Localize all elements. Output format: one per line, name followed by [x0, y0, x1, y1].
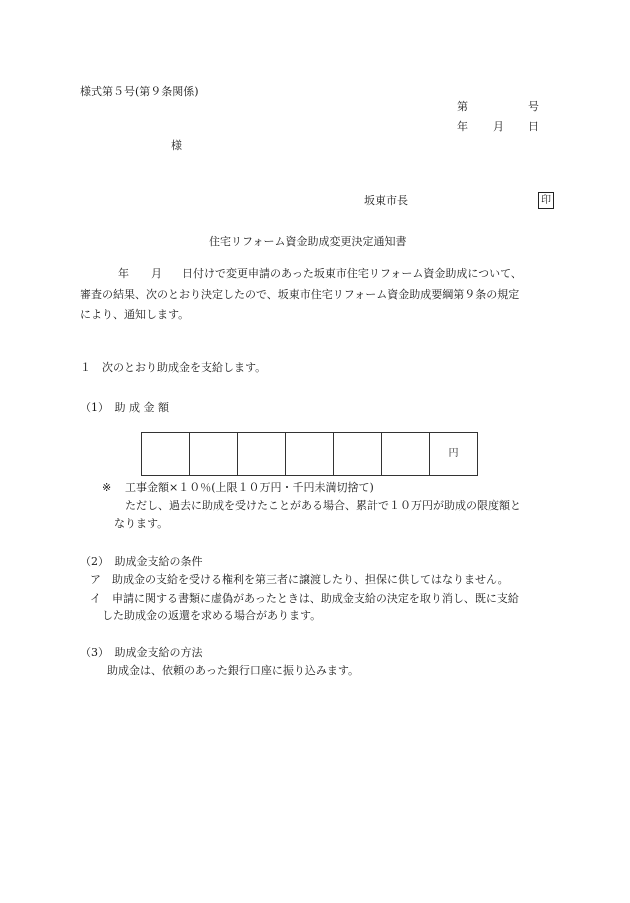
date-month: 月 [493, 120, 504, 133]
seal-stamp: 印 [538, 192, 554, 209]
recipient-suffix: 様 [171, 139, 182, 152]
amount-digit-cell [286, 433, 334, 476]
amount-yen-cell: 円 [430, 433, 478, 476]
subsection-2-heading: （2） 助成金支給の条件 [80, 555, 203, 568]
amount-digit-cell [382, 433, 430, 476]
document-title: 住宅リフォーム資金助成変更決定通知書 [209, 235, 407, 248]
doc-number-go: 号 [528, 100, 539, 113]
note-line-1: 工事金額×１０％(上限１０万円・千円未満切捨て) [125, 481, 374, 494]
note-line-2: ただし、過去に助成を受けたことがある場合、累計で１０万円が助成の限度額と [125, 499, 521, 512]
amount-table [141, 432, 478, 476]
intro-month: 月 [151, 267, 162, 280]
amount-digit-cell [142, 433, 190, 476]
section-1-heading: １ 次のとおり助成金を支給します。 [80, 361, 267, 374]
note-line-3: なります。 [114, 517, 169, 530]
note-mark: ※ [102, 481, 112, 494]
date-year: 年 [457, 120, 468, 133]
form-number: 様式第５号(第９条関係) [80, 85, 199, 98]
intro-line-2: 審査の結果、次のとおり決定したので、坂東市住宅リフォーム資金助成要綱第９条の規定 [80, 288, 520, 301]
subsection-3-heading: （3） 助成金支給の方法 [80, 646, 203, 659]
amount-digit-cell [190, 433, 238, 476]
intro-line-1: 日付けで変更申請のあった坂東市住宅リフォーム資金助成について、 [182, 267, 522, 280]
subsection-1-heading: （1） 助 成 金 額 [80, 401, 169, 414]
amount-digit-cell [334, 433, 382, 476]
condition-item-a: ア 助成金の支給を受ける権利を第三者に譲渡したり、担保に供してはなりません。 [90, 573, 509, 586]
condition-item-i-line-2: した助成金の返還を求める場合があります。 [102, 609, 322, 622]
amount-digit-cell [238, 433, 286, 476]
intro-line-3: により、通知します。 [80, 308, 190, 321]
doc-number-dai: 第 [457, 100, 468, 113]
issuer: 坂東市長 [364, 194, 408, 207]
condition-item-i-line-1: イ 申請に関する書類に虚偽があったときは、助成金支給の決定を取り消し、既に支給 [90, 592, 519, 605]
intro-year: 年 [118, 267, 129, 280]
payment-method-text: 助成金は、依頼のあった銀行口座に振り込みます。 [107, 664, 360, 677]
date-day: 日 [528, 120, 539, 133]
